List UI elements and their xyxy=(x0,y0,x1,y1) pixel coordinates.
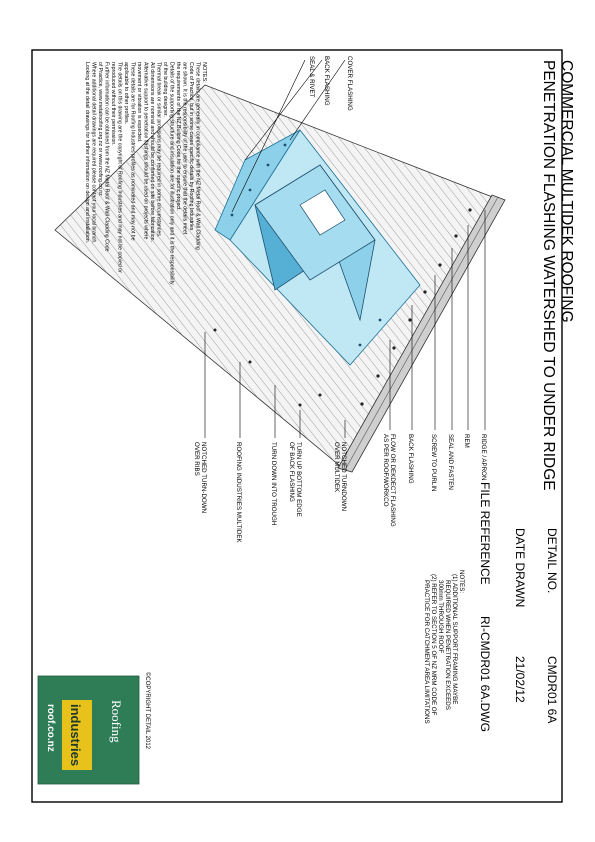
note-line: The details on this drawing are the copyright of Roofing Industries and may not be copied or xyxy=(116,62,123,273)
note-line: Further information can be obtained from the NZ Metal Roof & Wall Cladding Code xyxy=(103,62,110,252)
callouts-right xyxy=(382,434,487,527)
note-line: the requirements of the NZ Building Code for the specific project. xyxy=(175,62,181,211)
note-line: reproduced without their permission. xyxy=(110,62,116,146)
detail-note-line: (1) ADDITIONAL SUPPORT FRAMING MAYBE xyxy=(451,574,458,705)
note-line: of the building designer. xyxy=(162,62,168,117)
callout-turn-up-2: OF BACK FLASHING xyxy=(288,442,295,502)
detail-note-line: (2) REFER TO SECTION 5 OF NZ MRM CODE OF xyxy=(430,574,437,716)
callout-notched-ribs: NOTCHED TURN-DOWN xyxy=(200,442,207,514)
logo-word-industries: industries xyxy=(68,704,83,767)
copyright: ©COPYRIGHT DETAIL 2012 xyxy=(144,672,150,750)
title-line-1: COMMERCIAL MULTIDEK ROOFING xyxy=(558,60,575,323)
title-line-2: PENETRATION FLASHING WATERSHED TO UNDER RIDGE xyxy=(540,60,557,491)
detail-no-value: CMDR01 6A xyxy=(545,656,559,724)
callouts-left xyxy=(308,56,353,111)
note-line: These details are for Roofing Industries profiles as nominated and may not be xyxy=(129,62,136,241)
callout-seal-fasten: SEAL AND FASTEN xyxy=(447,434,454,490)
callout-cover-flashing: COVER FLASHING xyxy=(346,56,353,111)
date-label: DATE DRAWN xyxy=(513,528,527,608)
note-line: of Practice, www.metalroofing.org.nz or www.roofing.co.nz xyxy=(97,62,103,196)
note-line: movement or vibration is expected. xyxy=(136,62,142,143)
note-line: All dimensions are nominal and should be confirmed on site before fabrication. xyxy=(149,62,155,242)
note-line: These details are generally in compliance with the NZ Metal Roof & Wall Cladding xyxy=(194,62,201,250)
file-label: FILE REFERENCE xyxy=(478,482,492,585)
callouts-bottom xyxy=(193,442,347,543)
callout-turn-down-trough: TURN DOWN INTO TROUGH xyxy=(270,442,277,526)
callout-seal-rivet: SEAL & RIVET xyxy=(308,56,315,98)
callout-flow-flashing: FLOW OR DEKDECT FLASHING xyxy=(389,434,396,527)
logo-word-roofing: Roofing xyxy=(109,700,124,743)
detail-note-line: 300mm THROUGH ROOF xyxy=(437,580,444,654)
general-notes-heading: NOTES: xyxy=(201,62,207,83)
note-line: are shown. It is the responsibility of the user to ensure that the details meet xyxy=(181,62,188,235)
callout-multidek: ROOFING INDUSTRIES MULTIDEK xyxy=(235,442,242,543)
callout-notched-turndown: NOTCHED TURNDOWN xyxy=(340,442,347,511)
detail-note-line: REQUIRED WHEN PENETRATION EXCEEDS xyxy=(444,580,451,710)
detail-notes-heading: NOTES: xyxy=(458,570,465,594)
file-value: RI-CMDR01 6A.DWG xyxy=(478,616,492,733)
note-line: Thermal break or similar provisions may be required in some circumstances. xyxy=(155,62,162,238)
callout-ridge-apron: RIDGE / APRON xyxy=(480,434,487,481)
note-line: Alternative support to penetration flashings should be used on projects where xyxy=(142,62,149,240)
note-line: Where additional detail drawings are required please contact your local branch. xyxy=(90,62,97,244)
detail-notes xyxy=(423,570,465,724)
callout-back-flashing-left: BACK FLASHING xyxy=(323,56,330,106)
note-line: Details of the supporting structure and insulation are for illustration only and it is the responsibility xyxy=(168,62,175,285)
callout-back-flashing: BACK FLASHING xyxy=(407,434,414,484)
callout-notched-ribs-2: OVER RIBS xyxy=(193,442,200,476)
callout-flow-flashing-2: AS PER ROOF/WORKCO xyxy=(382,434,389,507)
company-logo xyxy=(38,676,139,784)
note-line: applicable to other profiles. xyxy=(123,62,129,124)
logo-url: roof.co.nz xyxy=(45,704,56,752)
date-value: 21/02/12 xyxy=(513,656,527,703)
note-line: Looking at the detail drawings for further information on design and installation. xyxy=(84,62,90,244)
detail-info xyxy=(478,482,559,732)
callout-turn-up: TURN UP BOTTOM EDGE xyxy=(295,442,302,517)
note-line: Code of Practice, but in some cases specific details by Roofing Industries xyxy=(188,62,194,231)
callout-screw-purlin: SCREW TO PURLIN xyxy=(430,434,437,492)
callout-notched-turndown-2: OVER MULTIDEK xyxy=(333,442,340,493)
callout-rem: REM xyxy=(463,434,470,448)
detail-note-line: PRACTICE FOR CATCHMENT AREA LIMITATIONS xyxy=(423,580,430,724)
title-block xyxy=(540,60,575,491)
detail-no-label: DETAIL NO. xyxy=(545,528,559,594)
